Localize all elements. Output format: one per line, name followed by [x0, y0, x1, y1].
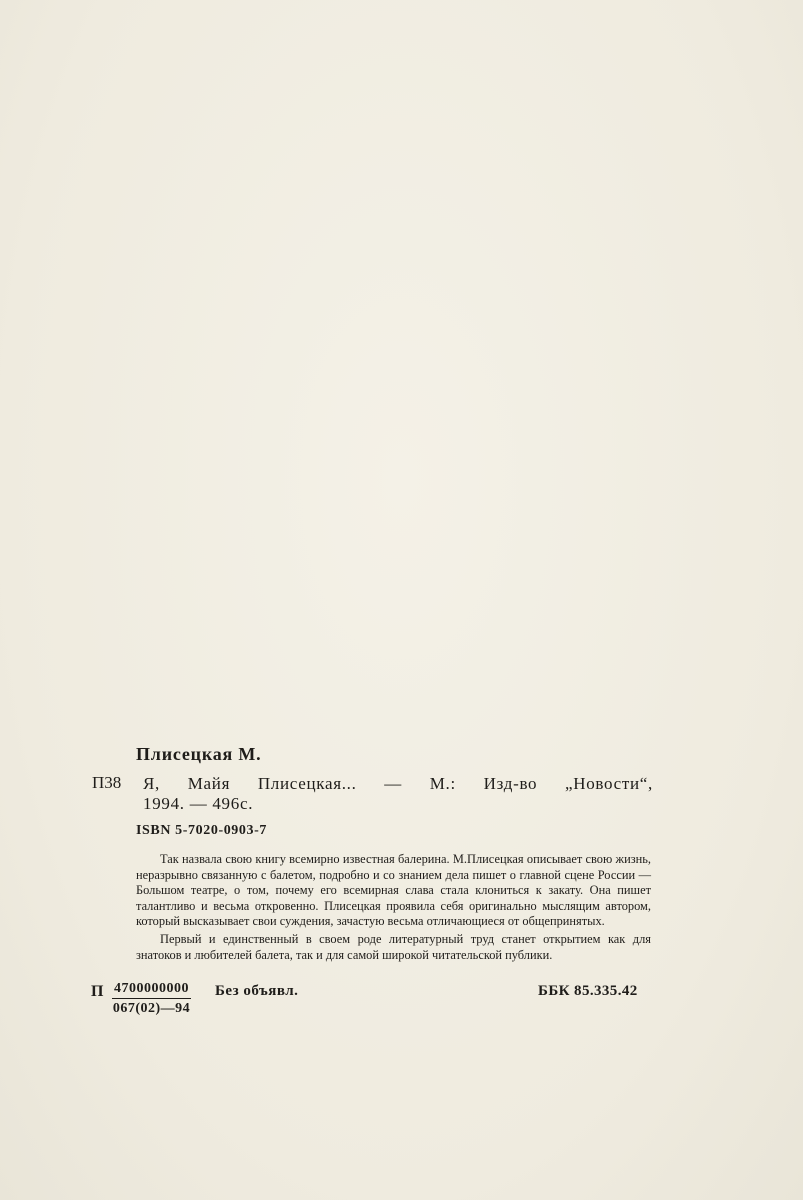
fraction-numerator: 4700000000	[112, 981, 191, 999]
index-fraction	[112, 981, 191, 1017]
fraction-denominator: 067(02)—94	[112, 1001, 191, 1016]
annotation-paragraph: Первый и единственный в своем роде литературный труд станет открытием как для знатоков и любителей балета, так и для самой широкой читательской публики.	[136, 931, 651, 962]
classification-code: П38	[92, 773, 122, 792]
annotation-paragraph: Так назвала свою книгу всемирно известная балерина. М.Плисецкая описывает свою жизнь, неразрывно связанную с балетом, подробно и со знанием дела пишет о главной сцене России — Большом театре, о том, почему его всемирная слава стала клониться к закату. Она пишет талантливо и весьма откровенно. Плисецкая проявила себя оригинально мыслящим автором, который высказывает свои суждения, зачастую весьма отличающиеся от общепринятых.	[136, 852, 651, 929]
author-heading: Плисецкая М.	[136, 744, 262, 764]
isbn: ISBN 5-7020-0903-7	[136, 823, 267, 838]
bbk-code: ББК 85.335.42	[538, 983, 638, 999]
no-announcement-label: Без объявл.	[215, 983, 299, 999]
footer-letter: П	[91, 983, 104, 1000]
title-line: Я, Майя Плисецкая... — М.: Изд-во „Новости“,	[143, 774, 653, 793]
annotation	[136, 852, 651, 963]
imprint-line: 1994. — 496с.	[143, 794, 254, 813]
